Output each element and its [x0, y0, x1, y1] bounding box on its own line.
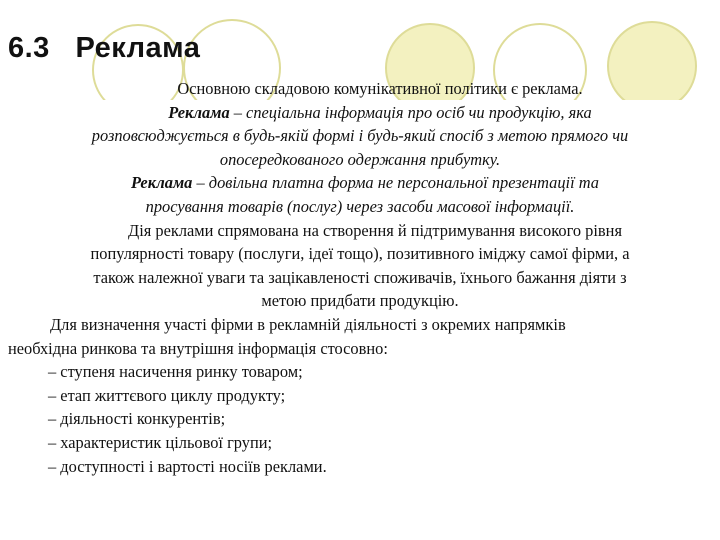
definition-term: Реклама [168, 102, 230, 122]
definition-text: – довільна платна форма не персональної презентації та [192, 173, 599, 193]
paragraph-line: Для визначення участі фірми в рекламній діяльності з окремих напрямків [50, 314, 566, 334]
list-item: – характеристик цільової групи; [48, 432, 273, 452]
definition-2 [0, 171, 720, 218]
definition-1 [0, 101, 720, 172]
definition-text: – спеціальна інформація про осіб чи продукцію, яка [229, 102, 592, 122]
paragraph-line: також належної уваги та зацікавленості споживачів, їхнього бажання діяти з [93, 267, 627, 287]
section-number: 6.3 [8, 32, 50, 64]
slide-body [0, 77, 720, 478]
slide-title [8, 32, 200, 65]
paragraph-line: необхідна ринкова та внутрішня інформація стосовно: [8, 338, 388, 358]
definition-term: Реклама [131, 173, 193, 193]
definition-text: просування товарів (послуг) через засоби масової інформації. [145, 196, 575, 216]
paragraph-purpose [0, 219, 720, 313]
title-text: Реклама [75, 32, 201, 64]
list-item: – етап життєвого циклу продукту; [48, 385, 286, 405]
list-item: – ступеня насичення ринку товаром; [48, 362, 303, 382]
definition-text: розповсюджується в будь-якій формі і будь-який спосіб з метою прямого чи [91, 126, 629, 146]
paragraph-line: популярності товару (послуги, ідеї тощо), позитивного іміджу самої фірми, а [90, 244, 630, 264]
paragraph-line: метою придбати продукцію. [261, 291, 459, 311]
paragraph-line: Дія реклами спрямована на створення й підтримування високого рівня [128, 220, 622, 240]
definition-text: опосередкованого одержання прибутку. [219, 149, 501, 169]
list-item: – доступності і вартості носіїв реклами. [48, 456, 327, 476]
intro-line: Основною складовою комунікативної політики є реклама. [177, 79, 583, 98]
list-item: – діяльності конкурентів; [48, 409, 226, 429]
dash-list [0, 360, 720, 478]
paragraph-information [0, 313, 720, 360]
